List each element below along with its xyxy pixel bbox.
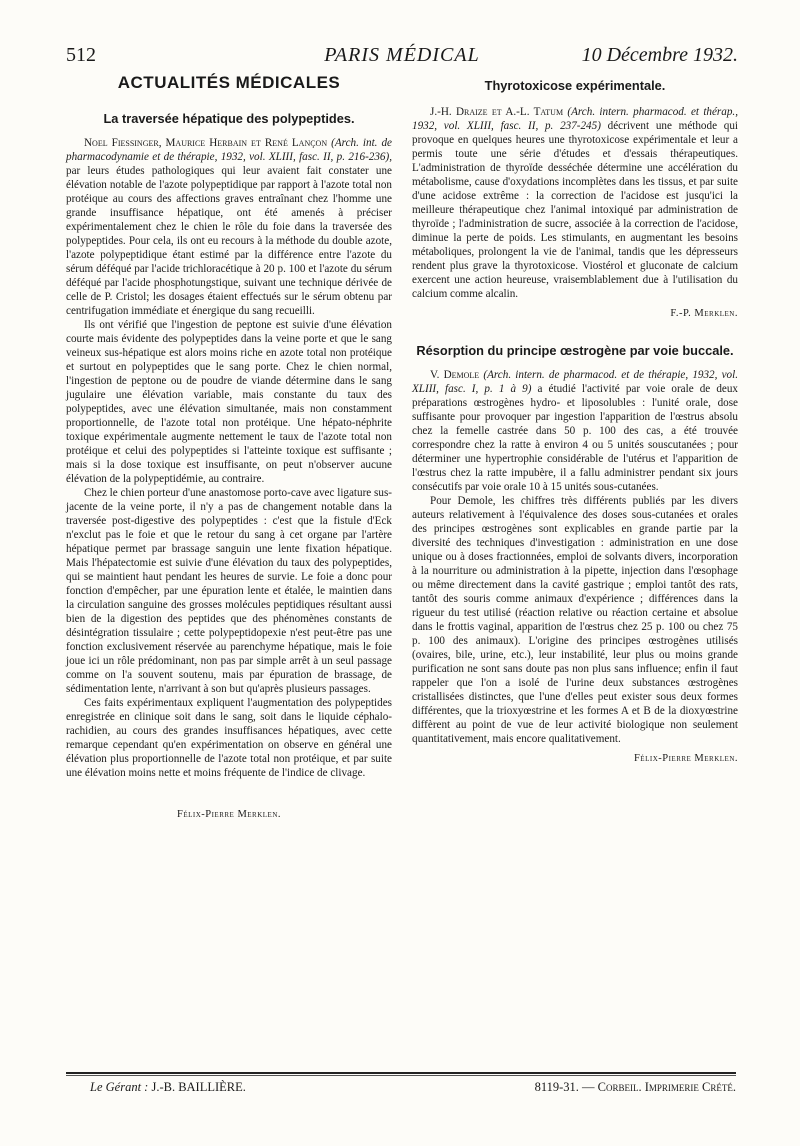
signature: F.-P. Merklen. — [670, 308, 738, 319]
paragraph-text: par leurs études pathologiques qui leur avaient fait constater une élévation notable de l'azote polypeptidique par rapport à l'azote total non protéique au cours des affections graves entraînant chez l'homme une grande insuffisance hépatique, ont été amenés à préciser expérimentalement chez le chien le rôle du foie dans la traversée des polypeptides. Pour cela, ils ont eu recours à la méthode du double azote, l'azote polypeptidique étant estimé par la différence entre l'azote du sérum déféqué par l'acide trichloracétique à 20 p. 100 et l'azote du sérum déféqué par l'acide phosphotungstique, suivant une technique dérivée de celle de P. Cristol; les dosages étaient effectués sur le sérum obtenu par centrifugation immédiate et énergique du sang recueilli. — [66, 165, 392, 317]
page-number: 512 — [66, 44, 96, 66]
journal-title: PARIS MÉDICAL — [324, 44, 480, 66]
paragraph: Ces faits expérimentaux expliquent l'augmentation des polypeptides enregistrée en clinique soit dans le sang, soit dans le liquide céphalo-rachidien, au cours des grandes insuffisances hépatiques, avec cette remarque cependant qu'en expérimentation on observe en général une élévation plus proportionnelle de l'azote total non protéique, et par suite une élévation moins nette et moins fréquente de l'indice de clivage. — [66, 697, 392, 779]
journal-page — [66, 44, 738, 1104]
gerant-name: J.-B. BAILLIÈRE. — [151, 1080, 246, 1094]
issue-date: 10 Décembre 1932. — [581, 44, 738, 66]
paragraph-intro — [412, 105, 738, 301]
signature: Félix-Pierre Merklen. — [633, 753, 738, 764]
article-authors: V. Demole — [430, 369, 480, 381]
paragraph-intro — [66, 136, 392, 318]
paragraph-intro — [412, 368, 738, 494]
printer-line: 8119-31. — Corbeil. Imprimerie Crété. — [534, 1080, 736, 1094]
paragraph-text: a étudié l'activité par voie orale de deux préparations œstrogènes hydro- et liposolubles : l'unité orale, dose suffisante pour provoquer par ingestion l'apparition de l'œstrus absolu chez la femelle castrée dans 50 p. 100 des cas, a été trouvée correspondre chez la ratte à environ 4 ou 5 unités souscutanées ; pour déterminer une hypertrophie considérable de l'utérus et l'apparition de l'œstrus chez la ratte impubère, il a fallu administrer pendant six jours consécutifs par voie orale 10 à 15 unités sous-cutanées. — [412, 383, 738, 493]
paragraph-text: décrivent une méthode qui provoque en quelques heures une thyrotoxicose expérimentale et leur a permis toute une série d'études et d'essais thérapeutiques. L'administration de thyroïde desséchée détermine une accélération du métabolisme, cause d'oxydations incomplètes dans les tissus, et par suite d'une acidose extrême : la correction de l'acidose est jusqu'ici la meilleure thérapeutique chez l'animal intoxiqué par administration de thyroïde ; l'administration de sucre, associée à la correction de l'acidose, diminue la perte de poids. Les stimulants, en augmentant les besoins métaboliques, prolongent la vie de l'animal, tandis que les dépresseurs rendent plus grave la thyrotoxicose. Viostérol et gluconate de calcium exercent une action heureuse, vraisemblablement due à l'utilisation du calcium comme alcalin. — [412, 120, 738, 300]
running-header — [66, 44, 738, 70]
article-title-polypeptides: La traversée hépatique des polypeptides. — [103, 111, 355, 126]
section-title: ACTUALITÉS MÉDICALES — [117, 73, 341, 92]
footer-rule-thin — [66, 1075, 736, 1076]
paragraph: Chez le chien porteur d'une anastomose porto-cave avec ligature sus-jacente de la veine porte, il n'y a pas de changement notable dans la traversée post-digestive des polypeptides : c'est que la fistule d'Eck n'exclut pas le foie et que le retour du sang à cet organe par l'artère hépatique permet par brassage sanguin une lente fixation hépatique. Mais l'hépatectomie est suivie d'une élévation du taux des polypeptides, qui se maintient haut pendant les heures de survie. Le foie a donc pour fonction d'empêcher, par une épuration lente et étalée, le maintien dans la circulation sanguine des grosses molécules peptidiques résultant aussi bien de la digestion des peptides que des phénomènes constants de désintégration tissulaire ; cette polypeptidopexie n'est peut-être pas une fonction exclusivement réservée au parenchyme hépatique, mais le foie joue ici un rôle prédominant, non pas par simple arrêt à un seul passage comme on l'a souvent soutenu, mais par épuration de brassage, de sédimentation lente, n'arrivant à son but qu'après plusieurs passages. — [66, 487, 392, 695]
paragraph: Pour Demole, les chiffres très différents publiés par les divers auteurs relativement à l'équivalence des doses sous-cutanées et orales des principes œstrogènes sont explicables en grande partie par la diversité des techniques d'investigation : administration en une dose unique ou à doses fractionnées, emploi de solvants divers, incorporation à la nourriture ou administration à la pipette, injection dans l'œsophage ou même directement dans la cavité gastrique ; emploi tantôt des rats, tantôt des souris comme animaux d'expérience ; différences dans la rigueur du test utilisé (réaction relative ou réaction certaine et absolue dans le frottis vaginal, apparition de l'œstrus chez 25 p. 100 ou chez 75 p. 100 des animaux). L'origine des principes œstrogènes utilisés (ovaires, bile, urine, etc.), leur instabilité, leur plus ou moins grande purification ne sont sans doute pas non plus sans influence; enfin il faut rappeler que l'on a isolé de l'urine deux substances œstrogènes cristallisées distinctes, que l'une d'elles peut exister sous deux formes différentes, que la trioxyœstrine et les formes A et B de la dioxyœstrine diffèrent au point de vue de leur activité biologique non seulement quantitativement, mais encore qualitativement. — [412, 495, 738, 745]
article-reference: (Arch. intern. de pharmacod. et de thérapie, 1932, vol. XLIII, fasc. I, p. 1 à 9) — [412, 369, 738, 395]
signature: Félix-Pierre Merklen. — [176, 809, 282, 820]
article-title-thyrotoxicose: Thyrotoxicose expérimentale. — [484, 78, 666, 93]
article-reference: (Arch. int. de pharmacodynamie et de thérapie, 1932, vol. XLIII, fasc. II, p. 216-236), — [66, 137, 392, 163]
article-authors: Noel Fiessinger, Maurice Herbain et René Lançon — [84, 137, 328, 149]
footer-gerant — [90, 1080, 246, 1095]
right-column — [412, 74, 738, 766]
article-reference: (Arch. intern. pharmacod. et thérap., 1932, vol. XLIII, fasc. II, p. 237-245) — [412, 106, 738, 132]
left-column — [66, 74, 392, 822]
footer-rule — [66, 1072, 736, 1074]
gerant-label: Le Gérant : — [90, 1080, 149, 1094]
paragraph: Ils ont vérifié que l'ingestion de peptone est suivie d'une élévation courte mais évidente des polypeptides dans la veine porte et que le sang veineux sus-hépatique est alors moins riche en azote total non protéique et surtout en polypeptides que le sang porte. Chez le chien normal, l'ingestion de peptone ou de poudre de viande détermine dans le sang jugulaire une élévation variable, mais constante du taux des polypeptides, avec une élévation simultanée, mais non constamment proportionnelle, de l'azote total non protéique. Une hépato-néphrite toxique expérimentale augmente nettement le taux de l'azote total non protéique et celui des polypeptides si l'atteinte toxique est suffisante ; mais si la dose toxique est insuffisante, on peut n'observer aucune élévation de la polypeptidémie, au contraire. — [66, 319, 392, 485]
article-authors: J.-H. Draize et A.-L. Tatum — [430, 106, 564, 118]
article-title-resorption: Résorption du principe œstrogène par voie buccale. — [416, 343, 734, 358]
